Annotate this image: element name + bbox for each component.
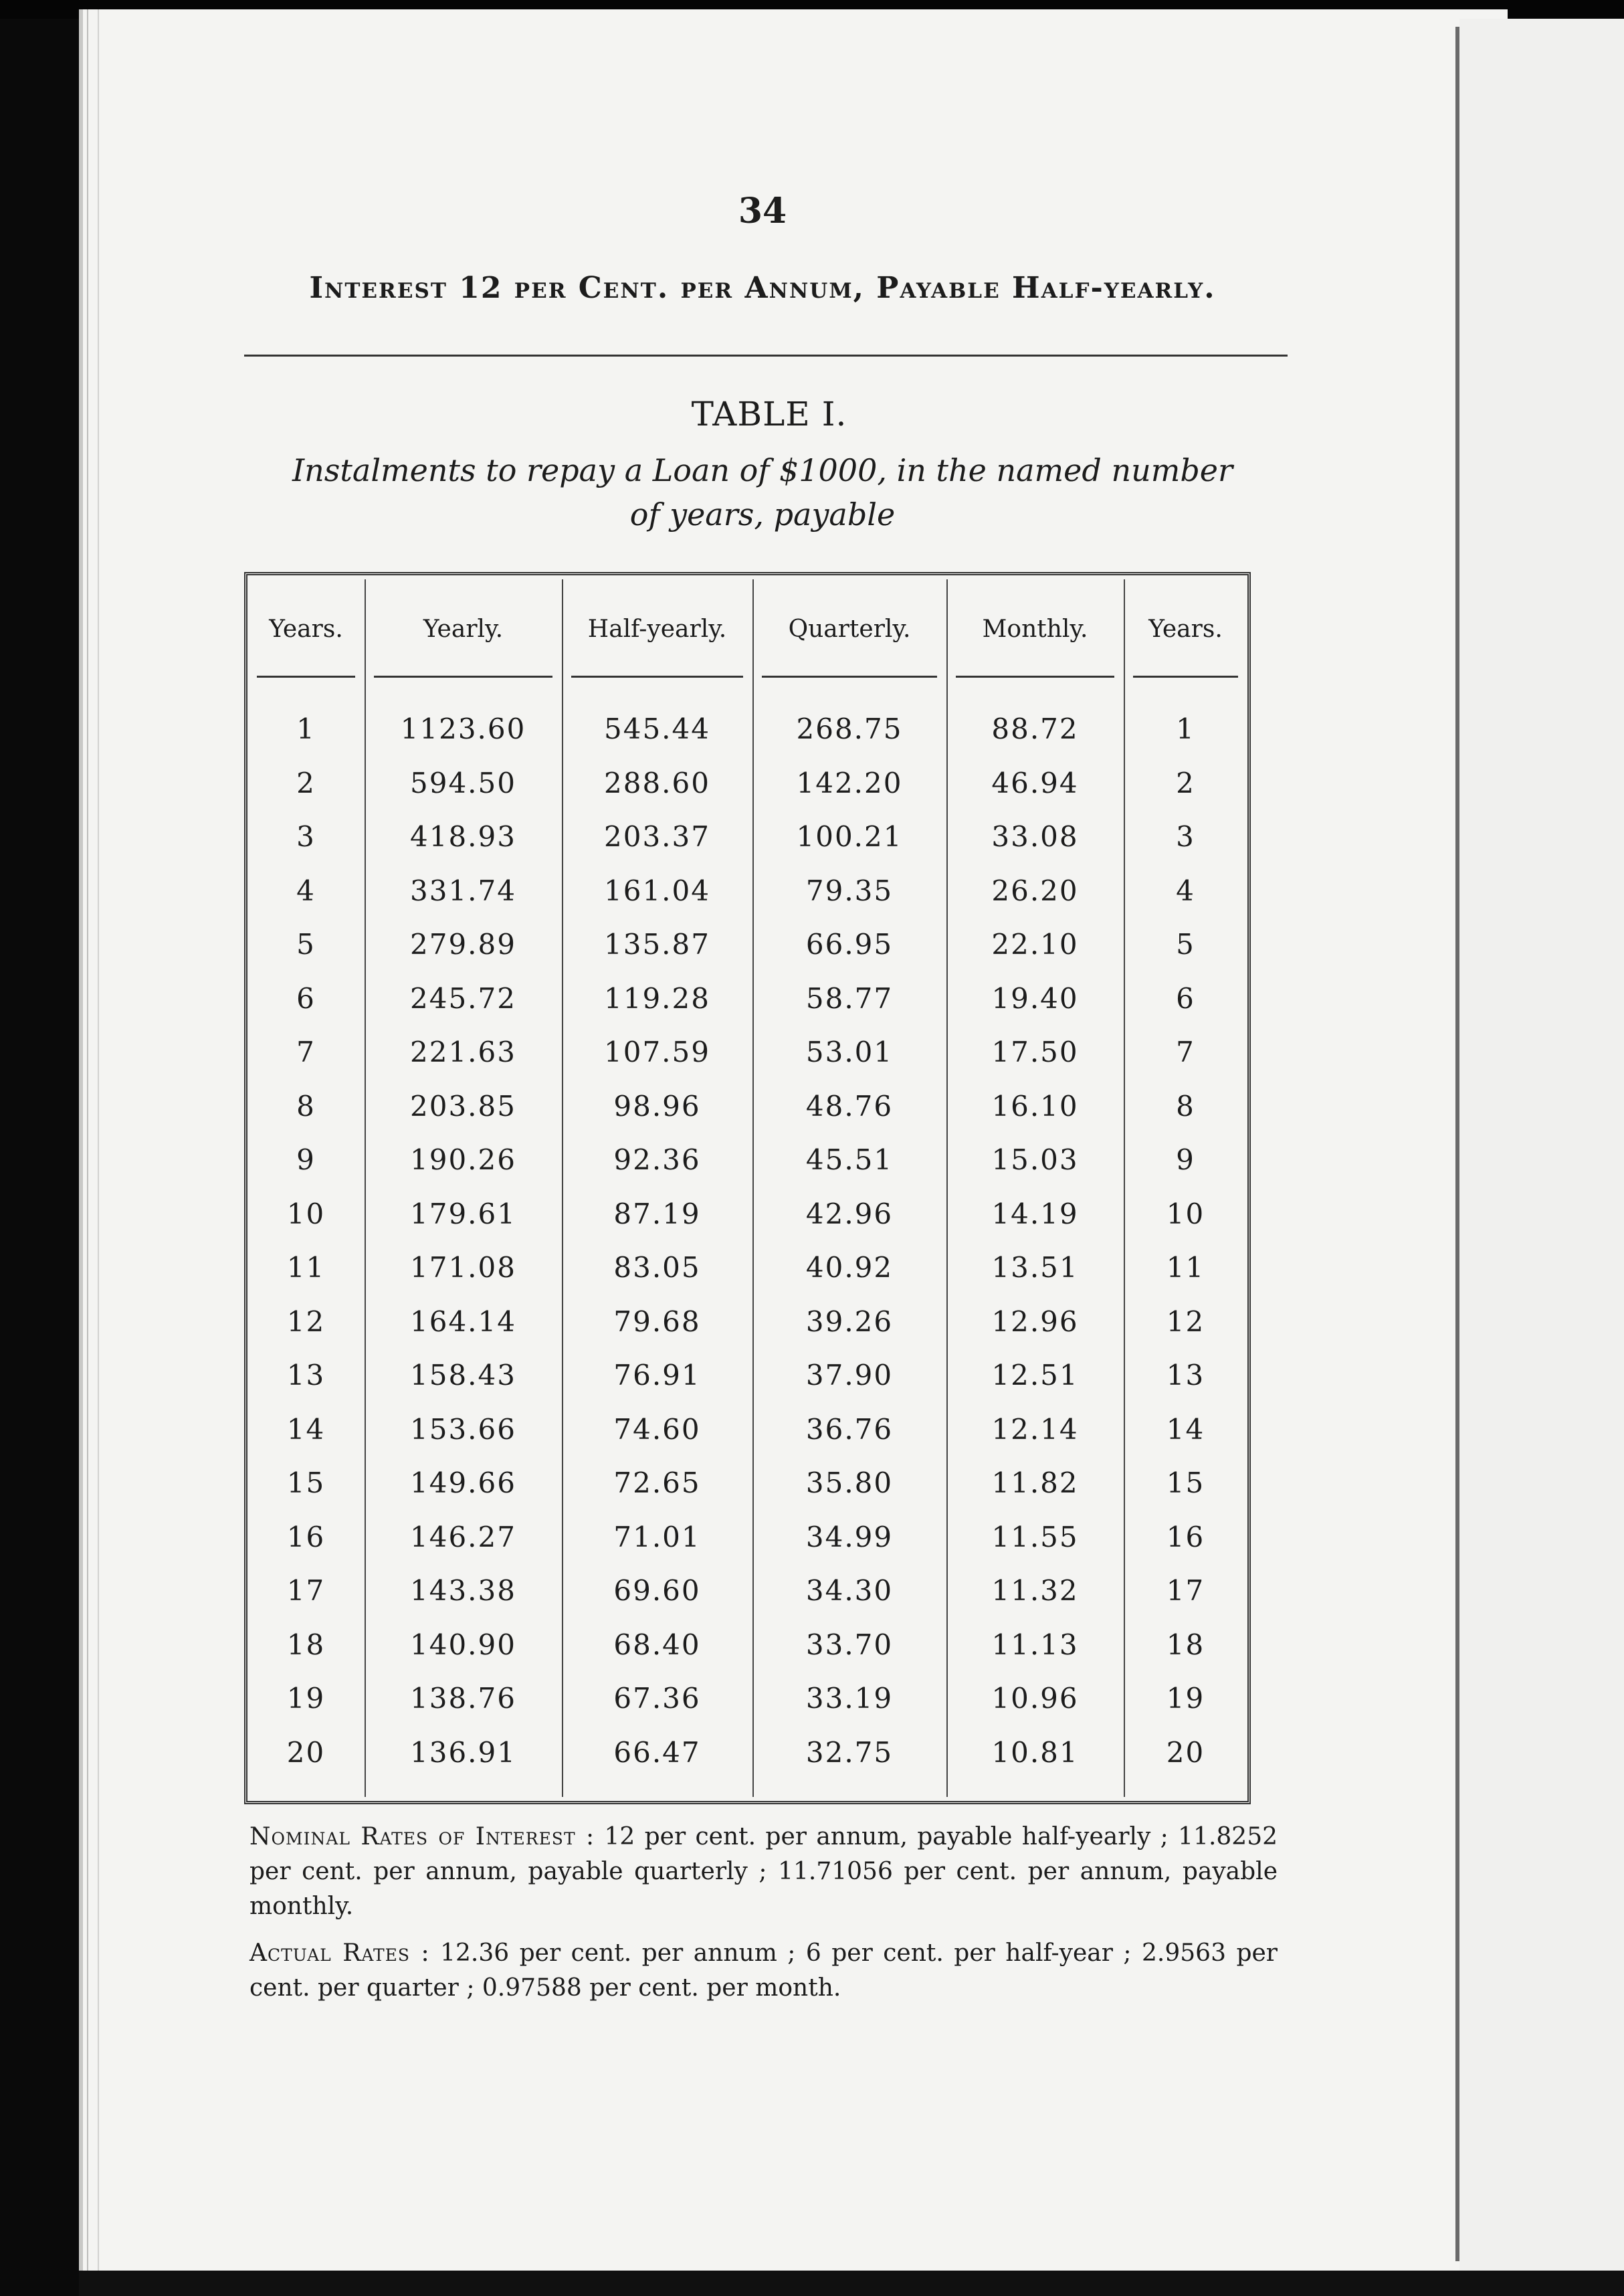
table-cell: 100.21 xyxy=(796,820,903,853)
table-cell: 8 xyxy=(296,1089,316,1123)
table-cell: 16.10 xyxy=(991,1089,1079,1123)
table-cell: 10 xyxy=(286,1197,326,1230)
instalment-table xyxy=(244,572,1251,1804)
header-rule xyxy=(571,676,743,678)
table-cell: 87.19 xyxy=(613,1197,701,1230)
table-caption xyxy=(261,448,1264,537)
column-header: Years. xyxy=(1148,615,1223,643)
table-cell: 146.27 xyxy=(410,1520,516,1553)
table-cell: 16 xyxy=(286,1520,326,1553)
table-cell: 16 xyxy=(1166,1520,1205,1553)
table-cell: 1 xyxy=(296,712,316,745)
table-cell: 418.93 xyxy=(410,820,516,853)
table-cell: 58.77 xyxy=(805,981,894,1015)
table-cell: 5 xyxy=(1176,928,1195,961)
table-cell: 9 xyxy=(1176,1143,1195,1176)
table-cell: 19 xyxy=(1166,1682,1205,1715)
table-cell: 13 xyxy=(1166,1359,1205,1392)
table-cell: 203.85 xyxy=(410,1089,516,1123)
table-cell: 135.87 xyxy=(604,928,710,961)
table-cell: 143.38 xyxy=(410,1574,516,1607)
table-cell: 12 xyxy=(1166,1305,1205,1338)
table-cell: 7 xyxy=(296,1036,316,1068)
table-cell: 68.40 xyxy=(613,1628,701,1661)
table-cell: 66.95 xyxy=(805,928,894,961)
table-cell: 7 xyxy=(1176,1036,1195,1068)
column-header: Yearly. xyxy=(423,615,504,643)
table-cell: 119.28 xyxy=(604,981,710,1015)
table-cell: 76.91 xyxy=(613,1359,701,1392)
table-cell: 88.72 xyxy=(991,712,1079,745)
table-cell: 36.76 xyxy=(805,1412,894,1446)
column-half-yearly xyxy=(562,575,752,1801)
column-quarterly xyxy=(752,575,946,1801)
table-cell: 20 xyxy=(286,1735,326,1769)
table-cell: 17.50 xyxy=(991,1036,1079,1068)
table-cell: 12 xyxy=(286,1305,326,1338)
table-cell: 15.03 xyxy=(991,1143,1079,1176)
table-cell: 12.51 xyxy=(991,1359,1079,1392)
table-cell: 42.96 xyxy=(805,1197,894,1230)
table-cell: 153.66 xyxy=(410,1412,516,1446)
table-cell: 10.81 xyxy=(991,1735,1079,1769)
table-cell: 22.10 xyxy=(991,928,1079,961)
table-cell: 19 xyxy=(286,1682,326,1715)
header-rule xyxy=(762,676,937,678)
table-cell: 48.76 xyxy=(805,1089,894,1123)
table-cell: 33.19 xyxy=(805,1682,894,1715)
table-cell: 10.96 xyxy=(991,1682,1079,1715)
caption-line-2: of years, payable xyxy=(629,496,896,533)
table-cell: 17 xyxy=(286,1574,326,1607)
table-cell: 11.82 xyxy=(991,1466,1079,1499)
nominal-rates-text: 12 per cent. per annum, payable half-yearly ; 11.8252 per cent. per annum, payable quarterly ; 11.71056 per cent. per annum, payable monthly. xyxy=(249,1823,1278,1920)
table-cell: 33.70 xyxy=(805,1628,894,1661)
header-rule xyxy=(257,676,355,678)
table-cell: 53.01 xyxy=(805,1036,894,1068)
table-cell: 245.72 xyxy=(410,981,516,1015)
table-cell: 83.05 xyxy=(613,1251,701,1284)
table-cell: 34.99 xyxy=(805,1520,894,1553)
table-cell: 9 xyxy=(296,1143,316,1176)
table-cell: 6 xyxy=(1176,981,1195,1015)
table-cell: 12.14 xyxy=(991,1412,1079,1446)
table-cell: 19.40 xyxy=(991,981,1079,1015)
table-cell: 15 xyxy=(1166,1466,1205,1499)
table-cell: 279.89 xyxy=(410,928,516,961)
table-cell: 2 xyxy=(1176,766,1195,799)
table-cell: 14 xyxy=(1166,1412,1205,1446)
notes-block xyxy=(217,1820,1278,2018)
table-cell: 35.80 xyxy=(805,1466,894,1499)
table-cell: 203.37 xyxy=(604,820,710,853)
caption-line-1: Instalments to repay a Loan of $1000, in the named number xyxy=(292,452,1233,488)
nominal-rates-note xyxy=(217,1820,1278,1924)
table-cell: 179.61 xyxy=(410,1197,516,1230)
table-cell: 15 xyxy=(286,1466,326,1499)
column-header: Quarterly. xyxy=(788,615,911,643)
actual-rates-label: Actual Rates : xyxy=(249,1939,430,1967)
table-cell: 34.30 xyxy=(805,1574,894,1607)
table-cell: 268.75 xyxy=(796,712,903,745)
table-cell: 18 xyxy=(1166,1628,1205,1661)
table-cell: 11.13 xyxy=(991,1628,1079,1661)
column-monthly xyxy=(946,575,1124,1801)
table-cell: 142.20 xyxy=(796,766,903,799)
column-separator xyxy=(752,579,754,1797)
header-rule xyxy=(374,676,552,678)
table-cell: 20 xyxy=(1166,1735,1205,1769)
column-header: Monthly. xyxy=(982,615,1088,643)
table-cell: 3 xyxy=(296,820,316,853)
table-cell: 17 xyxy=(1166,1574,1205,1607)
column-years-left xyxy=(247,575,365,1801)
column-separator xyxy=(1124,579,1125,1797)
table-cell: 13.51 xyxy=(991,1251,1079,1284)
column-header: Half-yearly. xyxy=(587,615,727,643)
table-cell: 10 xyxy=(1166,1197,1205,1230)
table-label: TABLE I. xyxy=(691,395,847,434)
heading-rule xyxy=(244,355,1288,357)
table-cell: 71.01 xyxy=(613,1520,701,1553)
column-separator xyxy=(365,579,366,1797)
column-years-right xyxy=(1124,575,1247,1801)
column-separator xyxy=(946,579,948,1797)
table-cell: 66.47 xyxy=(613,1735,701,1769)
table-cell: 1 xyxy=(1176,712,1195,745)
header-rule xyxy=(956,676,1114,678)
table-cell: 6 xyxy=(296,981,316,1015)
table-cell: 594.50 xyxy=(410,766,516,799)
table-cell: 1123.60 xyxy=(400,712,526,745)
table-cell: 11 xyxy=(1166,1251,1205,1284)
table-cell: 288.60 xyxy=(604,766,710,799)
table-cell: 140.90 xyxy=(410,1628,516,1661)
actual-rates-text: 12.36 per cent. per annum ; 6 per cent. per half-year ; 2.9563 per cent. per quarter ; 0.97588 per cent. per month. xyxy=(249,1939,1278,2002)
table-cell: 2 xyxy=(296,766,316,799)
page-fold xyxy=(1455,27,1459,2261)
table-cell: 107.59 xyxy=(604,1036,710,1068)
table-cell: 98.96 xyxy=(613,1089,701,1123)
table-cell: 69.60 xyxy=(613,1574,701,1607)
table-cell: 79.68 xyxy=(613,1305,701,1338)
column-header: Years. xyxy=(269,615,343,643)
table-cell: 18 xyxy=(286,1628,326,1661)
page-heading: Interest 12 per Cent. per Annum, Payable Half-yearly. xyxy=(309,271,1216,305)
table-cell: 33.08 xyxy=(991,820,1079,853)
table-cell: 138.76 xyxy=(410,1682,516,1715)
facing-page-strip xyxy=(1459,19,1624,2271)
table-cell: 79.35 xyxy=(805,874,894,907)
table-cell: 45.51 xyxy=(805,1143,894,1176)
nominal-rates-label: Nominal Rates of Interest : xyxy=(249,1823,595,1850)
actual-rates-note xyxy=(217,1936,1278,2006)
table-cell: 40.92 xyxy=(805,1251,894,1284)
table-cell: 14.19 xyxy=(991,1197,1079,1230)
scan-bottom-border xyxy=(79,2271,1624,2296)
column-yearly xyxy=(365,575,562,1801)
table-cell: 5 xyxy=(296,928,316,961)
table-cell: 14 xyxy=(286,1412,326,1446)
table-cell: 136.91 xyxy=(410,1735,516,1769)
table-cell: 11.32 xyxy=(991,1574,1079,1607)
table-cell: 26.20 xyxy=(991,874,1079,907)
table-cell: 74.60 xyxy=(613,1412,701,1446)
table-cell: 171.08 xyxy=(410,1251,516,1284)
table-cell: 12.96 xyxy=(991,1305,1079,1338)
table-cell: 8 xyxy=(1176,1089,1195,1123)
table-cell: 190.26 xyxy=(410,1143,516,1176)
table-cell: 11.55 xyxy=(991,1520,1079,1553)
table-cell: 149.66 xyxy=(410,1466,516,1499)
table-cell: 4 xyxy=(296,874,316,907)
header-rule xyxy=(1133,676,1238,678)
table-cell: 13 xyxy=(286,1359,326,1392)
table-cell: 4 xyxy=(1176,874,1195,907)
page-number: 34 xyxy=(738,191,787,231)
table-cell: 39.26 xyxy=(805,1305,894,1338)
table-cell: 164.14 xyxy=(410,1305,516,1338)
table-cell: 67.36 xyxy=(613,1682,701,1715)
table-cell: 3 xyxy=(1176,820,1195,853)
table-cell: 46.94 xyxy=(991,766,1079,799)
table-cell: 161.04 xyxy=(604,874,710,907)
table-cell: 11 xyxy=(286,1251,326,1284)
column-separator xyxy=(562,579,563,1797)
page-edge xyxy=(87,9,99,2271)
table-cell: 92.36 xyxy=(613,1143,701,1176)
table-cell: 331.74 xyxy=(410,874,516,907)
table-cell: 32.75 xyxy=(805,1735,894,1769)
table-cell: 158.43 xyxy=(410,1359,516,1392)
table-cell: 545.44 xyxy=(604,712,710,745)
table-cell: 37.90 xyxy=(805,1359,894,1392)
table-cell: 221.63 xyxy=(410,1036,516,1068)
table-cell: 72.65 xyxy=(613,1466,701,1499)
